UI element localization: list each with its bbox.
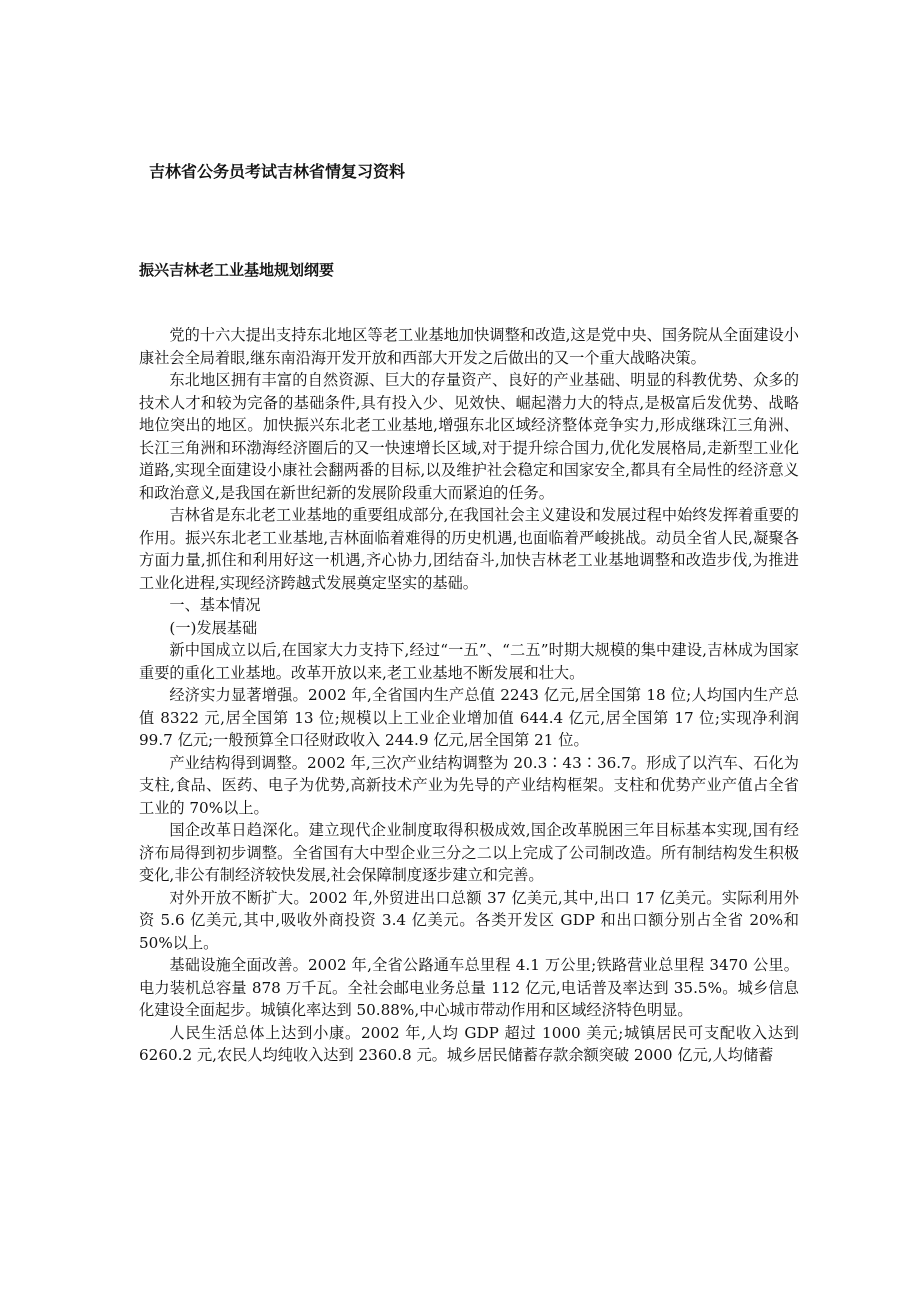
paragraph-intro: 党的十六大提出支持东北地区等老工业基地加快调整和改造,这是党中央、国务院从全面建设小康社会全局着眼,继东南沿海开发开放和西部大开发之后做出的又一个重大战略决策。: [139, 326, 799, 367]
subsection-heading-development-foundation: (一)发展基础: [169, 618, 258, 637]
document-body: [139, 324, 799, 1067]
paragraph-economic-strength: 经济实力显著增强。2002 年,全省国内生产总值 2243 亿元,居全国第 18 位;人均国内生产总值 8322 元,居全国第 13 位;规模以上工业企业增加值 644.4 亿元,居全国第 17 位;实现净利润 99.7 亿元;一般预算全口径财政收入 244.9 亿元,居全国第 21 位。: [139, 686, 799, 749]
paragraph-northeast-advantages: 东北地区拥有丰富的自然资源、巨大的存量资产、良好的产业基础、明显的科教优势、众多的技术人才和较为完备的基础条件,具有投入少、见效快、崛起潜力大的特点,是极富后发优势、战略地位突出的地区。加快振兴东北老工业基地,增强东北区域经济整体竞争实力,形成继珠江三角洲、长江三角洲和环渤海经济圈后的又一快速增长区域,对于提升综合国力,优化发展格局,走新型工业化道路,实现全面建设小康社会翻两番的目标,以及维护社会稳定和国家安全,都具有全局性的经济意义和政治意义,是我国在新世纪新的发展阶段重大而紧迫的任务。: [139, 371, 799, 502]
section-heading-basic-situation: 一、基本情况: [169, 596, 261, 614]
paragraph-soe-reform: 国企改革日趋深化。建立现代企业制度取得积极成效,国企改革脱困三年目标基本实现,国有经济布局得到初步调整。全省国有大中型企业三分之二以上完成了公司制改造。所有制结构发生积极变化,非公有制经济较快发展,社会保障制度逐步建立和完善。: [139, 821, 799, 884]
paragraph-opening-up: 对外开放不断扩大。2002 年,外贸进出口总额 37 亿美元,其中,出口 17 亿美元。实际利用外资 5.6 亿美元,其中,吸收外商投资 3.4 亿美元。各类开发区 GDP 和出口额分别占全省 20%和 50%以上。: [139, 888, 799, 952]
paragraph-industrial-structure: 产业结构得到调整。2002 年,三次产业结构调整为 20.3∶43∶36.7。形成了以汽车、石化为支柱,食品、医药、电子为优势,高新技术产业为先导的产业结构框架。支柱和优势产业产值占全省工业的 70%以上。: [139, 753, 799, 817]
document-subtitle: 振兴吉林老工业基地规划纲要: [139, 261, 335, 279]
paragraph-jilin-role: 吉林省是东北老工业基地的重要组成部分,在我国社会主义建设和发展过程中始终发挥着重要的作用。振兴东北老工业基地,吉林面临着难得的历史机遇,也面临着严峻挑战。动员全省人民,凝聚各方面力量,抓住和利用好这一机遇,齐心协力,团结奋斗,加快吉林老工业基地调整和改造步伐,为推进工业化进程,实现经济跨越式发展奠定坚实的基础。: [139, 506, 799, 592]
document-title: 吉林省公务员考试吉林省情复习资料: [149, 162, 406, 181]
paragraph-living-standards: 人民生活总体上达到小康。2002 年,人均 GDP 超过 1000 美元;城镇居民可支配收入达到 6260.2 元,农民人均纯收入达到 2360.8 元。城乡居民储蓄存款余额突破 2000 亿元,人均储蓄: [139, 1023, 799, 1064]
paragraph-heavy-industry-base: 新中国成立以后,在国家大力支持下,经过“一五”、“二五”时期大规模的集中建设,吉林成为国家重要的重化工业基地。改革开放以来,老工业基地不断发展和壮大。: [139, 641, 799, 682]
paragraph-infrastructure: 基础设施全面改善。2002 年,全省公路通车总里程 4.1 万公里;铁路营业总里程 3470 公里。电力装机总容量 878 万千瓦。全社会邮电业务总量 112 亿元,电话普及率达到 35.5%。城乡信息化建设全面起步。城镇化率达到 50.88%,中心城市带动作用和区域经济特色明显。: [139, 956, 799, 1019]
